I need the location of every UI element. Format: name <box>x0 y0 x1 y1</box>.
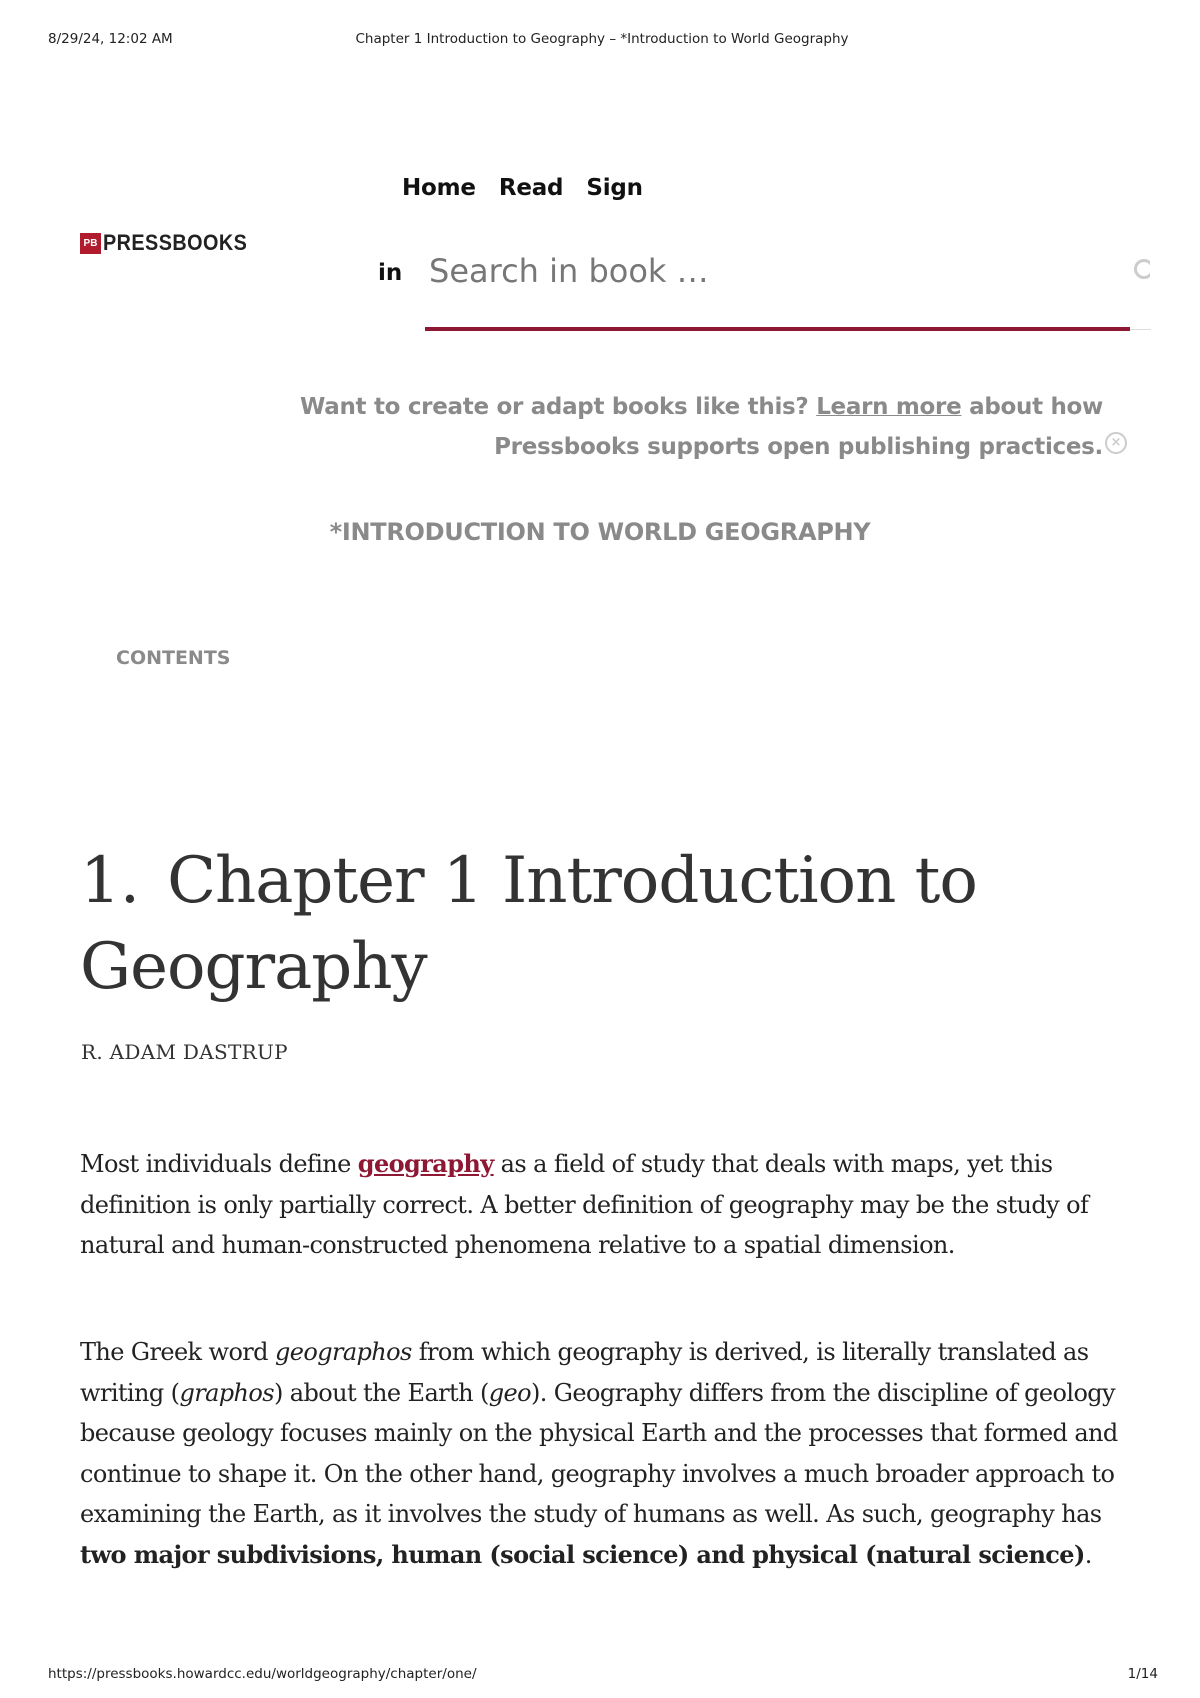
paragraph-2-text-e: ) about the Earth ( <box>273 1378 489 1407</box>
glossary-link-geography[interactable]: geography <box>357 1149 494 1178</box>
paragraph-2-text-i: . <box>1084 1540 1092 1569</box>
chapter-number: 1. <box>80 844 140 918</box>
promo-banner <box>150 387 1103 467</box>
nav-sign-in-link[interactable]: Sign <box>586 175 643 201</box>
paragraph-2-term-geo: geo <box>488 1378 531 1407</box>
close-icon[interactable]: × <box>1105 432 1127 454</box>
paragraph-2-text-c: from which geography is derived, is literally translated as writing ( <box>80 1338 1089 1407</box>
pressbooks-logo[interactable] <box>80 230 263 256</box>
search-underline <box>1130 329 1151 330</box>
print-page-title: Chapter 1 Introduction to Geography – *Introduction to World Geography <box>355 31 849 47</box>
nav-sign-in-link-continued[interactable]: in <box>378 260 403 286</box>
nav-home-link[interactable]: Home <box>402 175 476 201</box>
print-date: 8/29/24, 12:02 AM <box>48 31 173 47</box>
paragraph-1-text-a: Most individuals define <box>80 1150 358 1178</box>
main-nav <box>402 175 666 201</box>
promo-text-tail: about how Pressbooks supports open publishing practices. <box>494 394 1103 460</box>
paragraph-1 <box>80 1144 1135 1266</box>
search-input[interactable] <box>425 246 1130 331</box>
print-page-number: 1/14 <box>1127 1666 1158 1682</box>
paragraph-2-text-g: ). Geography differs from the discipline of geology because geology focuses mainly on the physical Earth and the processes that formed and continue to shape it. On the other hand, geography involves a much broader approach to examining the Earth, as it involves the study of humans as well. As such, geography has <box>80 1378 1118 1528</box>
pressbooks-logo-mark: PB <box>80 233 101 254</box>
pressbooks-logo-text: PRESSBOOKS <box>103 230 248 255</box>
paragraph-2-text-a: The Greek word <box>80 1338 275 1366</box>
promo-text-lead: Want to create or adapt books like this? <box>300 394 817 420</box>
chapter-author: R. ADAM DASTRUP <box>81 1040 288 1064</box>
paragraph-1-text-b: as a field of study that deals with maps, yet this definition is only partially correct. A better definition of geography may be the study of natural and human-constructed phenomena relative to a spatial dimension. <box>80 1150 1089 1259</box>
print-url: https://pressbooks.howardcc.edu/worldgeography/chapter/one/ <box>48 1666 477 1682</box>
paragraph-2-term-graphos: graphos <box>179 1378 274 1407</box>
chapter-title <box>80 838 1080 1010</box>
chapter-title-text: Chapter 1 Introduction to Geography <box>80 844 977 1004</box>
paragraph-2 <box>80 1332 1135 1575</box>
contents-toggle[interactable]: CONTENTS <box>116 647 231 669</box>
nav-read-link[interactable]: Read <box>498 175 564 201</box>
book-title[interactable]: *INTRODUCTION TO WORLD GEOGRAPHY <box>329 518 871 546</box>
paragraph-2-emphasis: two major subdivisions, human (social science) and physical (natural science) <box>80 1539 1085 1569</box>
paragraph-2-term-geographos: geographos <box>274 1338 412 1366</box>
search-form <box>425 246 1151 336</box>
learn-more-link[interactable]: Learn more <box>816 394 962 420</box>
search-icon[interactable] <box>1134 257 1150 283</box>
